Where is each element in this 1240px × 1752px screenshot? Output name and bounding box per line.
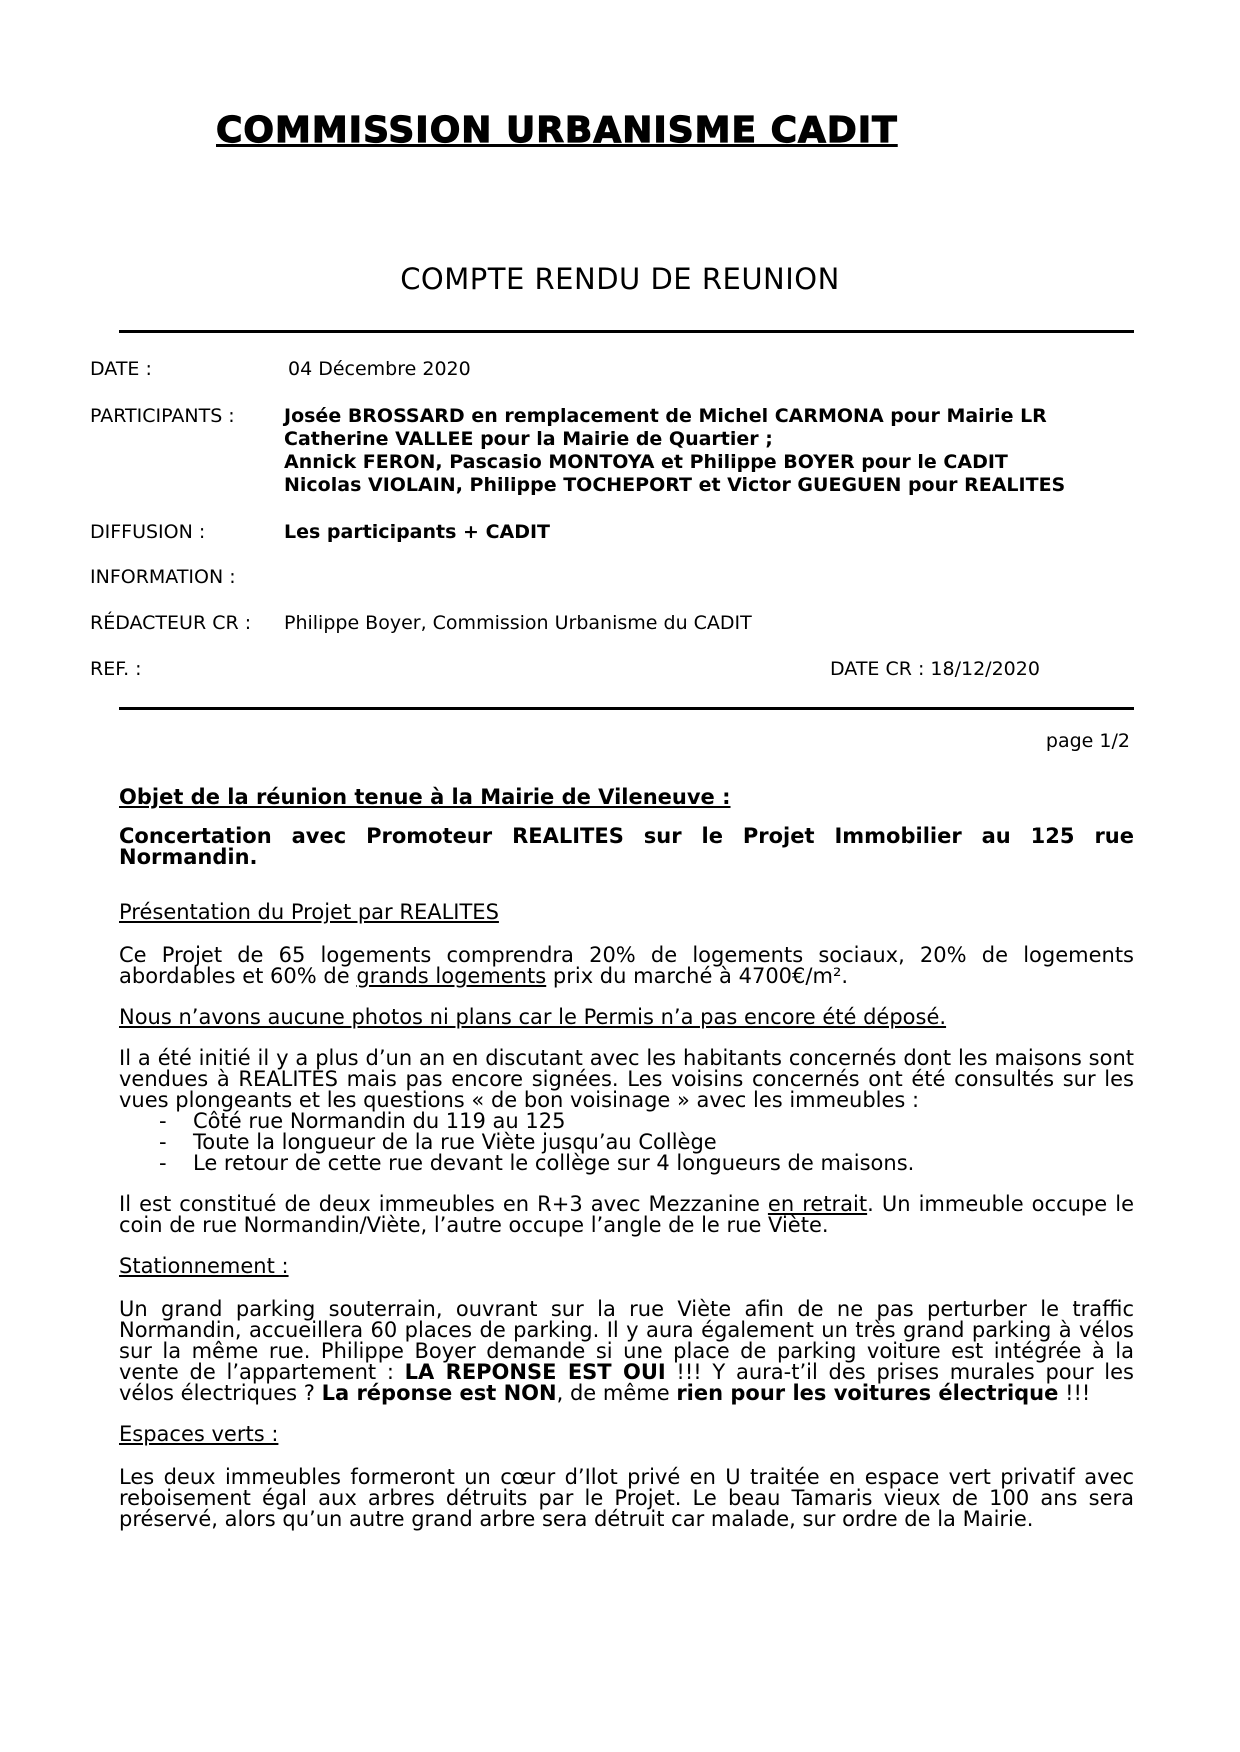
report-body: [119, 787, 1134, 1550]
participants-list: [284, 405, 1065, 497]
redacteur-value: Philippe Boyer, Commission Urbanisme du CADIT: [284, 612, 752, 634]
date-cr: DATE CR : 18/12/2020: [830, 658, 1040, 680]
date-value: 04 Décembre 2020: [288, 358, 471, 380]
participants-label: PARTICIPANTS :: [90, 405, 235, 427]
parking-paragraph: [119, 1299, 1134, 1404]
parking-heading: Stationnement :: [119, 1254, 289, 1278]
parking-answer-no: La réponse est NON: [321, 1381, 557, 1405]
participant-line: Nicolas VIOLAIN, Philippe TOCHEPORT et Victor GUEGUEN pour REALITES: [284, 474, 1066, 496]
diffusion-label: DIFFUSION :: [90, 521, 206, 543]
date-label: DATE :: [90, 358, 152, 380]
parking-text: Un grand parking souterrain, ouvrant sur la rue Viète afin de ne pas perturber le traffic Normandin, accueillera 60 places de parking. Il y aura également un très grand parking à vélos sur la même rue. Philippe Boyer demande si une place de parking voiture est intégrée à la vente de l’appartement :: [119, 1297, 1134, 1384]
buildings-text-underlined: en retrait: [767, 1192, 868, 1216]
diffusion-value: Les participants + CADIT: [284, 521, 551, 543]
green-spaces-heading: Espaces verts :: [119, 1422, 279, 1446]
list-item: - Côté rue Normandin du 119 au 125: [119, 1111, 1134, 1132]
parking-electric-note: rien pour les voitures électrique: [676, 1381, 1059, 1405]
top-divider: [119, 330, 1134, 333]
buildings-text: . Un immeuble occupe le coin de rue Normandin/Viète, l’autre occupe l’angle de le rue Viète.: [119, 1192, 1134, 1237]
list-item: - Toute la longueur de la rue Viète jusqu’au Collège: [119, 1132, 1134, 1153]
parking-text: !!!: [1058, 1381, 1091, 1405]
meeting-subject: Concertation avec Promoteur REALITES sur le Projet Immobilier au 125 rue Normandin.: [119, 824, 1134, 869]
buildings-paragraph: [119, 1194, 1134, 1236]
project-text: Ce Projet de 65 logements comprendra 20% de logements sociaux, 20% de logements abordables et 60% de: [119, 943, 1134, 988]
participant-line: Josée BROSSARD en remplacement de Michel CARMONA pour Mairie LR: [284, 405, 1047, 427]
bottom-divider: [119, 707, 1134, 710]
parking-answer-yes: LA REPONSE EST OUI: [404, 1360, 666, 1384]
project-text-underlined: grands logements: [356, 964, 547, 988]
redacteur-label: RÉDACTEUR CR :: [90, 612, 252, 634]
initiation-paragraph: Il a été initié il y a plus d’un an en discutant avec les habitants concernés dont les maisons sont vendues à REALITES mais pas encore signées. Les voisins concernés ont été consultés sur les vues plongeants et les questions « de bon voisinage » avec les immeubles :: [119, 1046, 1134, 1112]
list-item: - Le retour de cette rue devant le collège sur 4 longueurs de maisons.: [119, 1153, 1134, 1174]
no-photos-note: Nous n’avons aucune photos ni plans car le Permis n’a pas encore été déposé.: [119, 1005, 947, 1029]
ref-label: REF. :: [90, 658, 142, 680]
neighbour-list: [119, 1111, 1134, 1174]
document-type-title: COMPTE RENDU DE REUNION: [400, 262, 840, 296]
project-paragraph: [119, 945, 1134, 987]
participant-line: Catherine VALLEE pour la Mairie de Quartier ;: [284, 428, 773, 450]
meeting-object: Objet de la réunion tenue à la Mairie de Vileneuve :: [119, 785, 731, 809]
presentation-heading: Présentation du Projet par REALITES: [119, 900, 499, 924]
parking-text: !!! Y aura-t’il des prises murales pour les vélos électriques ?: [119, 1360, 1134, 1405]
page-number: page 1/2: [1045, 730, 1130, 752]
project-text: prix du marché à 4700€/m².: [546, 964, 849, 988]
information-label: INFORMATION :: [90, 566, 236, 588]
parking-text: , de même: [556, 1381, 677, 1405]
green-spaces-paragraph: Les deux immeubles formeront un cœur d’Ilot privé en U traitée en espace vert privatif avec reboisement égal aux arbres détruits par le Projet. Le beau Tamaris vieux de 100 ans sera préservé, alors qu’un autre grand arbre sera détruit car malade, sur ordre de la Mairie.: [119, 1465, 1134, 1531]
participant-line: Annick FERON, Pascasio MONTOYA et Philippe BOYER pour le CADIT: [284, 451, 1008, 473]
organization-title: COMMISSION URBANISME CADIT: [216, 110, 898, 151]
buildings-text: Il est constitué de deux immeubles en R+3 avec Mezzanine: [119, 1192, 768, 1216]
